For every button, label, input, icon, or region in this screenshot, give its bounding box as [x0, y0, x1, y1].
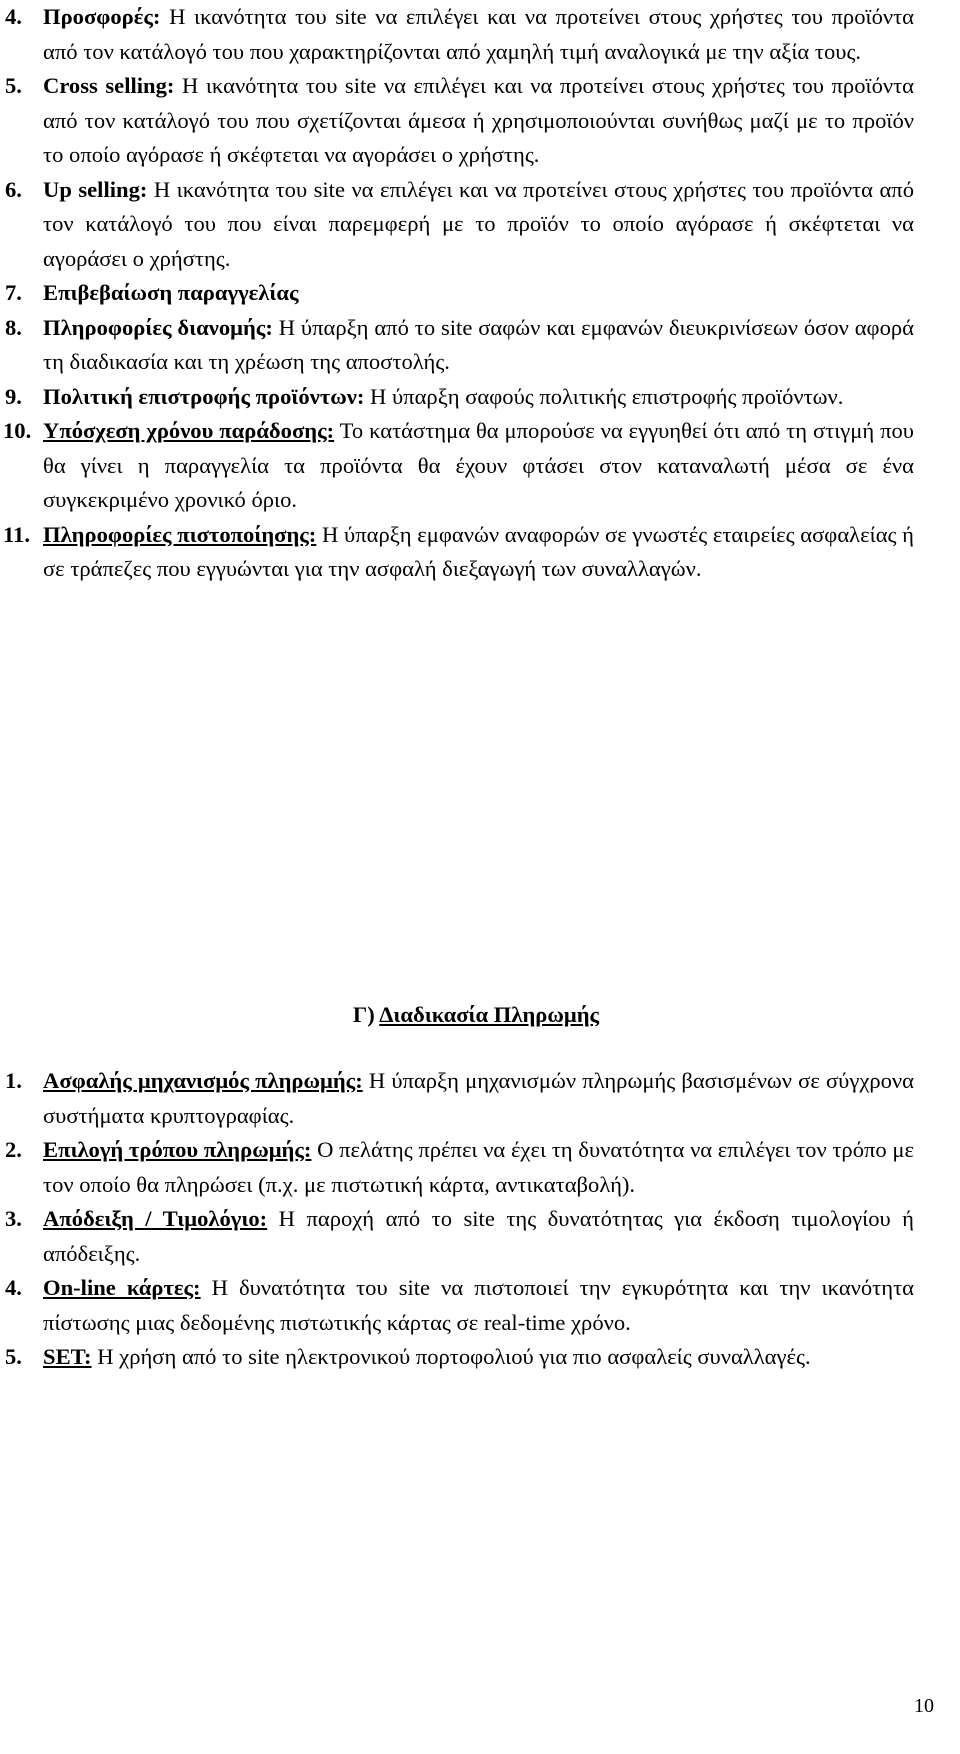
item-number: 2.: [5, 1137, 22, 1162]
item-number: 7.: [5, 280, 22, 305]
item-text: Η ύπαρξη εμφανών αναφορών σε γνωστές εταιρείες ασφαλείας ή σε τράπεζες που εγγυώνται για την ασφαλή διεξαγωγή των συναλλαγών.: [43, 521, 914, 581]
item-text: Η ύπαρξη από το site σαφών και εμφανών διευκρινίσεων όσον αφορά τη διαδικασία και τη χρέωση της αποστολής.: [43, 314, 914, 374]
item-term: SET:: [43, 1344, 92, 1369]
item-term: On-line κάρτες:: [43, 1275, 201, 1300]
list-item: [0, 69, 914, 173]
item-number: 1.: [5, 1068, 22, 1093]
item-term: Πληροφορίες πιστοποίησης:: [43, 521, 317, 547]
item-text: Η ικανότητα του site να επιλέγει και να προτείνει στους χρήστες του προϊόντα από τον κατάλογό του που χαρακτηρίζονται από χαμηλή τιμή αναλογικά με την αξία τους.: [43, 4, 914, 64]
section-title-text: Διαδικασία Πληρωμής: [379, 1002, 600, 1027]
list-item: [0, 1340, 914, 1375]
item-text: Η ύπαρξη μηχανισμών πληρωμής βασισμένων σε σύγχρονα συστήματα κρυπτογραφίας.: [43, 1068, 914, 1128]
item-text: Ο πελάτης πρέπει να έχει τη δυνατότητα να επιλέγει τον τρόπο με τον οποίο θα πληρώσει (π.χ. με πιστωτική κάρτα, αντικαταβολή).: [43, 1137, 915, 1197]
list-item: [0, 1202, 914, 1271]
item-term: Επιλογή τρόπου πληρωμής:: [43, 1137, 312, 1162]
item-number: 4.: [5, 4, 22, 29]
list-item: [0, 311, 914, 380]
list-item: [0, 276, 914, 311]
item-number: 8.: [5, 314, 22, 340]
item-term: Ασφαλής μηχανισμός πληρωμής:: [43, 1068, 363, 1093]
item-term: Πολιτική επιστροφής προϊόντων:: [43, 383, 365, 409]
section-prefix: Γ): [352, 1002, 380, 1027]
list-item: [0, 1271, 914, 1340]
list-item: [0, 414, 914, 518]
item-term: Υπόσχεση χρόνου παράδοσης:: [43, 418, 335, 443]
item-number: 9.: [5, 383, 22, 409]
item-number: 5.: [5, 1344, 22, 1369]
item-number: 3.: [5, 1206, 22, 1231]
item-number: 11.: [3, 521, 30, 547]
item-text: Η παροχή από το site της δυνατότητας για έκδοση τιμολογίου ή απόδειξης.: [43, 1206, 914, 1266]
item-term: Up selling:: [43, 176, 148, 202]
item-text: Η δυνατότητα του site να πιστοποιεί την εγκυρότητα και την ικανότητα πίστωσης μιας δεδομένης πιστωτικής κάρτας σε real-time χρόνο.: [43, 1275, 914, 1335]
feature-list-continued: [0, 0, 960, 587]
item-number: 4.: [5, 1275, 22, 1300]
section-heading: [0, 998, 956, 1033]
item-term: Απόδειξη / Τιμολόγιο:: [43, 1206, 268, 1231]
item-number: 5.: [5, 73, 22, 98]
list-item: [0, 1133, 914, 1202]
list-item: [0, 1064, 914, 1133]
list-item: [0, 518, 914, 587]
item-term: Cross selling:: [43, 73, 175, 98]
list-item: [0, 380, 914, 415]
item-term: Πληροφορίες διανομής:: [43, 314, 273, 340]
list-item: [0, 0, 914, 69]
item-number: 6.: [5, 176, 22, 202]
item-text: Η ικανότητα του site να επιλέγει και να προτείνει στους χρήστες του προϊόντα από τον κατάλογό του που σχετίζονται άμεσα ή χρησιμοποιούνται συνήθως μαζί με το προϊόν το οποίο αγόρασε ή σκέφτεται να αγοράσει ο χρήστης.: [43, 73, 915, 167]
item-term: Επιβεβαίωση παραγγελίας: [43, 280, 299, 305]
list-item: [0, 173, 914, 277]
item-number: 10.: [3, 418, 32, 443]
item-text: Η χρήση από το site ηλεκτρονικού πορτοφολιού για πιο ασφαλείς συναλλαγές.: [91, 1344, 811, 1369]
payment-list: [0, 1064, 960, 1375]
item-text: Η ικανότητα του site να επιλέγει και να προτείνει στους χρήστες του προϊόντα από τον κατάλογό του που είναι παρεμφερή με το προϊόν το οποίο αγόρασε ή σκέφτεται να αγοράσει ο χρήστης.: [43, 176, 914, 271]
item-text: Η ύπαρξη σαφούς πολιτικής επιστροφής προϊόντων.: [364, 383, 844, 409]
item-term: Προσφορές:: [43, 4, 161, 29]
item-text: Το κατάστημα θα μπορούσε να εγγυηθεί ότι από τη στιγμή που θα γίνει η παραγγελία τα προϊόντα θα έχουν φτάσει στον καταναλωτή μέσα σε ένα συγκεκριμένο χρονικό όριο.: [43, 418, 914, 512]
page-number: 10: [914, 1695, 934, 1717]
